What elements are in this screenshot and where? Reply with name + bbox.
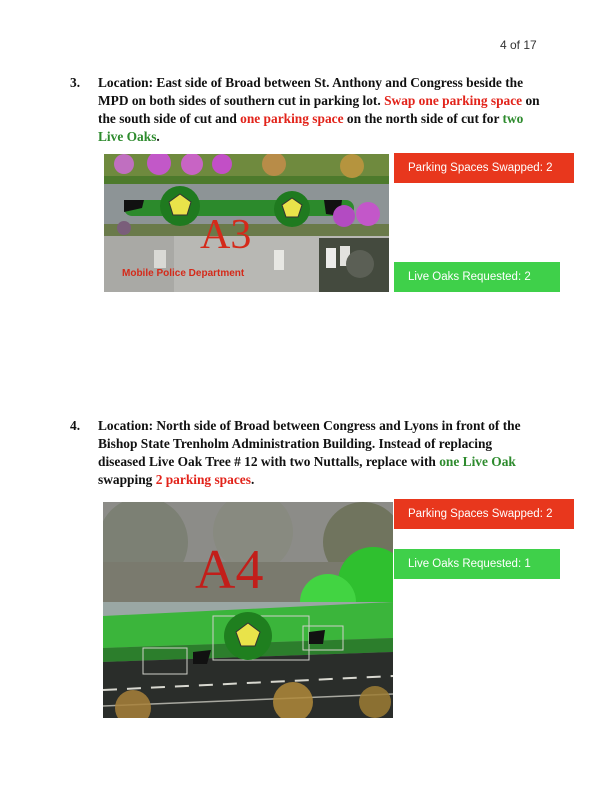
highlight-parking-2: one parking space — [240, 111, 344, 126]
location-item-3 — [70, 74, 540, 146]
site-map-a4 — [103, 502, 393, 718]
description-text: . — [156, 129, 160, 144]
description-text: . — [250, 472, 255, 487]
parking-swapped-badge-4: Parking Spaces Swapped: 2 — [394, 499, 574, 529]
highlight-parking-1: Swap one parking space — [384, 93, 523, 108]
item-number: 4. — [70, 418, 81, 433]
location-item-4 — [70, 417, 540, 489]
map-label-a3: A3 — [200, 212, 252, 258]
description-text: on the south side of cut and — [98, 93, 540, 126]
highlight-live-oak: one Live Oak — [439, 454, 516, 469]
item-number: 3. — [70, 75, 81, 90]
description-text: on the north side of cut for — [343, 111, 503, 126]
map-caption: Mobile Police Department — [122, 268, 245, 279]
page-number: 4 of 17 — [500, 38, 537, 52]
description-text: swapping — [98, 472, 156, 487]
item-description — [98, 417, 540, 489]
site-map-a3 — [104, 154, 389, 292]
highlight-parking: 2 parking spaces — [155, 472, 251, 487]
live-oaks-badge-4: Live Oaks Requested: 1 — [394, 549, 560, 579]
map-label-a4: A4 — [195, 539, 264, 601]
highlight-live-oaks: two Live Oaks — [98, 111, 524, 144]
description-text: North side of Broad between Congress and Lyons in front of the Bishop State Trenholm Administration Building. Instead of replacing diseased Live Oak Tree # 12 with two Nuttalls, replace with — [98, 418, 521, 469]
item-description — [98, 74, 540, 146]
live-oaks-badge-3: Live Oaks Requested: 2 — [394, 262, 560, 292]
location-label: Location: — [98, 75, 154, 90]
parking-swapped-badge-3: Parking Spaces Swapped: 2 — [394, 153, 574, 183]
location-label: Location: — [98, 418, 154, 433]
description-text: East side of Broad between St. Anthony and Congress beside the MPD on both sides of southern cut in parking lot. — [98, 75, 524, 108]
